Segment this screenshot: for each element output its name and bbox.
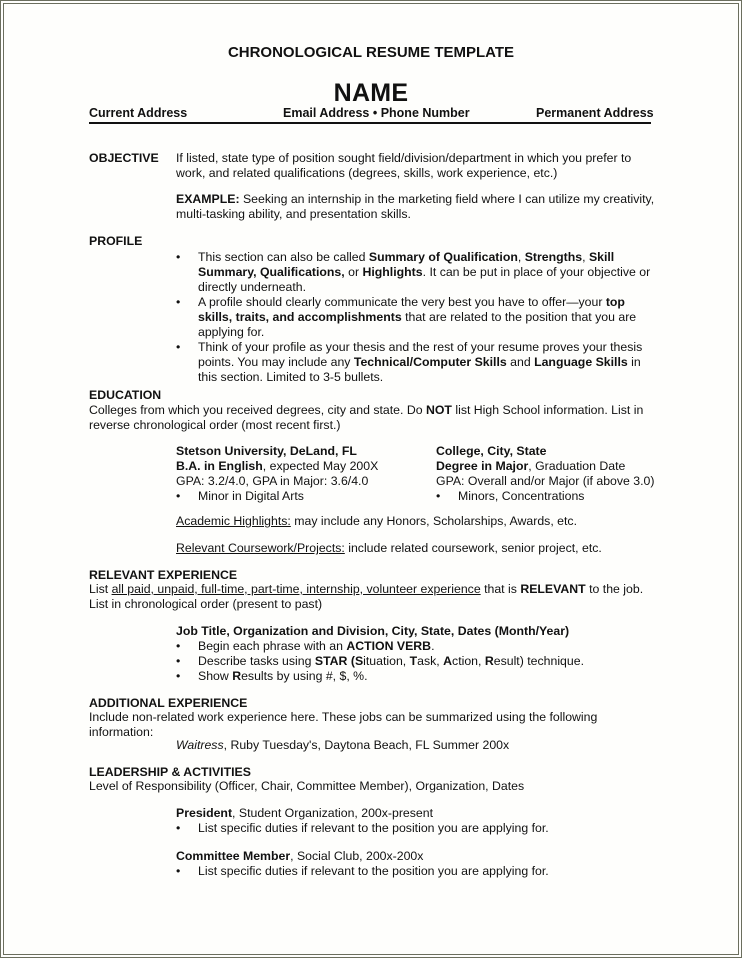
education-entry-2: College, City, State Degree in Major, Graduation Date GPA: Overall and/or Major (if above 3.0) • Minors, Concentrations: [436, 444, 655, 503]
academic-highlights: Academic Highlights: may include any Honors, Scholarships, Awards, etc.: [176, 514, 577, 528]
education-intro: Colleges from which you received degrees, city and state. Do NOT list High School information. List in reverse chronological order (most recent first.): [89, 403, 644, 432]
gpa: GPA: 3.2/4.0, GPA in Major: 3.6/4.0: [176, 474, 369, 488]
profile-bullets: [176, 250, 650, 385]
example-text: Seeking an internship in the marketing field where I can utilize my creativity,: [239, 192, 655, 206]
profile-bullet: • A profile should clearly communicate the very best you have to offer—your top skills, traits, and accomplishments that are related to the position that you are applying for.: [176, 295, 637, 339]
bullet-icon: •: [176, 669, 181, 683]
degree: Degree in Major: [436, 459, 529, 473]
example-text: multi-tasking ability, and presentation skills.: [176, 207, 411, 221]
bullet-icon: •: [176, 295, 181, 309]
objective-text: [176, 151, 631, 181]
relevant-experience-intro: List all paid, unpaid, full-time, part-time, internship, volunteer experience that is RELEVANT to the job. List in chronological order (present to past): [89, 582, 644, 611]
bullet-icon: •: [176, 821, 181, 835]
document-title: CHRONOLOGICAL RESUME TEMPLATE: [227, 44, 515, 61]
objective-line: work, and related qualifications (degrees, skills, work experience, etc.): [176, 166, 558, 180]
additional-experience-heading: ADDITIONAL EXPERIENCE: [89, 696, 248, 710]
additional-experience-intro: Include non-related work experience here. These jobs can be summarized using the following information:: [89, 710, 598, 739]
education-entry-1: Stetson University, DeLand, FL B.A. in English, expected May 200X GPA: 3.2/4.0, GPA in Major: 3.6/4.0 • Minor in Digital Arts: [176, 444, 379, 503]
role: Committee Member: [176, 849, 291, 863]
gpa: GPA: Overall and/or Major (if above 3.0): [436, 474, 655, 488]
relevant-coursework: Relevant Coursework/Projects: include related coursework, senior project, etc.: [176, 541, 602, 555]
profile-bullet: • This section can also be called Summary of Qualification, Strengths, Skill Summary, Qualifications, or Highlights. It can be put in place of your objective or directly underneath.: [176, 250, 651, 294]
permanent-address: Permanent Address: [536, 106, 654, 120]
objective-line: If listed, state type of position sought field/division/department in which you prefer to: [176, 151, 632, 165]
bullet-icon: •: [436, 489, 441, 503]
bullet-icon: •: [176, 250, 181, 264]
bullet-icon: •: [176, 654, 181, 668]
email-phone: Email Address • Phone Number: [283, 106, 470, 120]
school-name: Stetson University, DeLand, FL: [176, 444, 357, 458]
role: President: [176, 806, 233, 820]
school-name: College, City, State: [436, 444, 547, 458]
leadership-entry-2: Committee Member, Social Club, 200x-200x • List specific duties if relevant to the position you are applying for.: [176, 849, 549, 878]
objective-heading: OBJECTIVE: [89, 151, 159, 165]
bullet-icon: •: [176, 639, 181, 653]
education-heading: EDUCATION: [89, 388, 162, 402]
bullet-icon: •: [176, 864, 181, 878]
example-label: EXAMPLE:: [176, 192, 240, 206]
bullet-icon: •: [176, 489, 181, 503]
relevant-experience-heading: RELEVANT EXPERIENCE: [89, 568, 238, 582]
profile-heading: PROFILE: [89, 234, 143, 248]
leadership-intro: Level of Responsibility (Officer, Chair, Committee Member), Organization, Dates: [89, 779, 525, 793]
name-heading: NAME: [333, 79, 409, 107]
profile-bullet: • Think of your profile as your thesis and the rest of your resume proves your thesis points. You may include any Technical/Computer Skills and Language Skills in this section. Limited to 3-5 bullets.: [176, 340, 643, 384]
objective-example: [176, 192, 654, 222]
header-divider: [89, 122, 651, 124]
leadership-heading: LEADERSHIP & ACTIVITIES: [89, 765, 251, 779]
leadership-entry-1: President, Student Organization, 200x-present • List specific duties if relevant to the position you are applying for.: [176, 806, 549, 835]
current-address: Current Address: [89, 106, 188, 120]
job-entry: Job Title, Organization and Division, City, State, Dates (Month/Year) • Begin each phrase with an ACTION VERB. • Describe tasks using STAR (Situation, Task, Action, Result) technique. • Show Results by using #, $, %.: [176, 624, 584, 683]
job-title-line: Job Title, Organization and Division, City, State, Dates (Month/Year): [176, 624, 570, 638]
bullet-icon: •: [176, 340, 181, 354]
degree: B.A. in English: [176, 459, 263, 473]
additional-experience-example: Waitress, Ruby Tuesday's, Daytona Beach, FL Summer 200x: [176, 738, 510, 752]
